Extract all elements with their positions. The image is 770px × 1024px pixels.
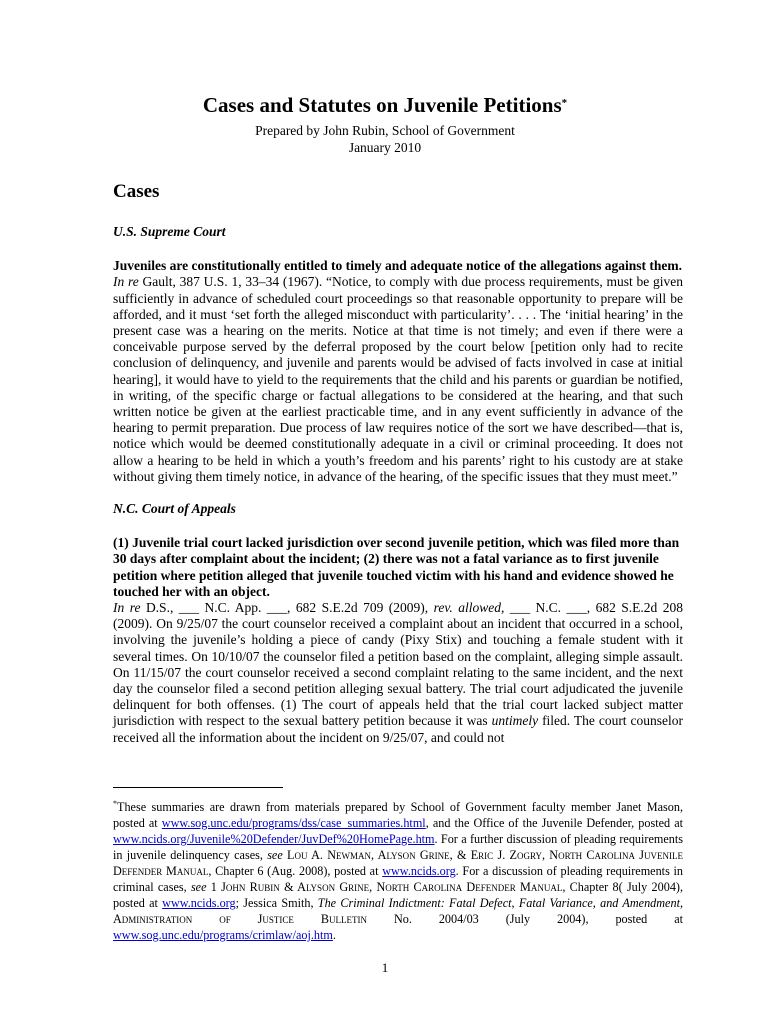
sog-case-summaries-link[interactable]: www.sog.unc.edu/programs/dss/case_summaries.html	[161, 816, 426, 831]
gault-summary-text: Gault, 387 U.S. 1, 33–34 (1967). “Notice, to comply with due process requirements, must be given sufficiently in advance of scheduled court proceedings so that reasonable opportunity to prepare will be afforded, and it must ‘set forth the alleged misconduct with particularity’. . . . The ‘initial hearing’ in the present case was a hearing on the merits. Notice at that time is not timely; and even if there were a conceivable purpose served by the deferral proposed by the court below [petition only had to recite conclusion of delinquency, and juvenile and parents would be advised of facts involved in case at initial hearing], it would have to yield to the requirements that the child and his parents or guardian be notified, in writing, of the specific charge or factual allegations to be considered at the hearing, and that such written notice be given at the earliest practicable time, and in any event sufficiently in advance of the hearing to permit preparation. Due process of law requires notice of the sort we have described—that is, notice which would be deemed constitutionally adequate in a civil or criminal proceeding. It does not allow a hearing to be held in which a youth’s freedom and his parents’ right to his custody are at stake without giving them timely notice, in advance of the hearing, of the specific issues that they must meet.”	[113, 274, 684, 484]
footnote-text: No. 2004/03 (July 2004), posted at	[393, 912, 683, 927]
footnote-text: These summaries are drawn from materials prepared by School of Government faculty member Janet Mason, posted at	[113, 800, 683, 831]
rev-allowed: rev. allowed,	[433, 600, 505, 616]
footnote	[113, 796, 683, 943]
ds-summary-text: ___ N.C. ___, 682 S.E.2d 208 (2009). On 9/25/07 the court counselor received a complaint about an incident that occurred in a school, involving the juvenile’s holding a piece of candy (Pixy Stix) and touching a female student with it several times. On 10/10/07 the counselor filed a petition based on the complaint, alleging simple assault. On 11/15/07 the court counselor received a second complaint relating to the same incident, and the next day the counselor filed a second petition alleging sexual battery. The trial court adjudicated the juvenile delinquent for both offenses. (1) The court of appeals held that the trial court lacked subject matter jurisdiction with respect to the sexual battery petition because it was	[113, 600, 684, 729]
supreme-court-heading: U.S. Supreme Court	[113, 224, 226, 239]
footnote-text: , Chapter 8( July 2004), posted at	[113, 880, 684, 911]
ncids-link-2[interactable]: www.ncids.org	[162, 896, 236, 911]
page-number: 1	[381, 960, 389, 975]
criminal-indictment-title: The Criminal Indictment: Fatal Defect, Fatal Variance, and Amendment,	[317, 896, 683, 911]
prepared-by: Prepared by John Rubin, School of Government	[255, 123, 515, 138]
court-of-appeals-holding: (1) Juvenile trial court lacked jurisdiction over second juvenile petition, which was filed more than 30 days after complaint about the incident; (2) there was not a fatal variance as to first juvenile petition where petition alleged that juvenile touched victim with his hand and evidence showed he touched her with an object.	[113, 535, 680, 599]
document-title	[0, 92, 770, 118]
footnote-text: , Chapter 6 (Aug. 2008), posted at	[208, 864, 379, 879]
document-date: January 2010	[348, 140, 422, 155]
footnote-text: . For a discussion of pleading requirements in criminal cases,	[113, 864, 683, 895]
cite-in-re: In re	[113, 274, 139, 290]
see-signal: see	[190, 880, 207, 895]
footnote-mark: *	[113, 799, 117, 808]
main-content	[113, 180, 683, 746]
footnote-text: . For a further discussion of pleading requirements in juvenile delinquency cases,	[113, 832, 683, 863]
supreme-court-summary	[113, 274, 683, 485]
cite-in-re-ds: In re	[113, 600, 141, 616]
ds-summary-end: filed. The court counselor received all the information about the incident on 9/25/07, and could not	[113, 713, 683, 745]
footnote-text: ; Jessica Smith,	[235, 896, 314, 911]
supreme-court-holding: Juveniles are constitutionally entitled to timely and adequate notice of the allegations against them.	[113, 258, 682, 274]
juvenile-manual-citation: Lou A. Newman, Alyson Grine, & Eric J. Zogry, North Carolina Juvenile Defender Manual	[113, 848, 683, 879]
footnote-text: , and the Office of the Juvenile Defender, posted at	[425, 816, 683, 831]
cases-heading: Cases	[113, 181, 160, 202]
title-footnote-mark: *	[561, 97, 568, 109]
footnote-text: .	[332, 928, 336, 943]
ncids-link[interactable]: www.ncids.org	[382, 864, 456, 879]
footnote-divider	[113, 787, 283, 788]
untimely-word: untimely	[491, 713, 539, 729]
title-text: Cases and Statutes on Juvenile Petitions	[202, 93, 562, 117]
sog-crimlaw-link[interactable]: www.sog.unc.edu/programs/crimlaw/aoj.htm	[113, 928, 333, 943]
ds-citation: D.S., ___ N.C. App. ___, 682 S.E.2d 709 (2009),	[145, 600, 429, 616]
court-of-appeals-heading: N.C. Court of Appeals	[113, 501, 236, 517]
bulletin-name: Administration of Justice Bulletin	[113, 912, 367, 927]
court-of-appeals-summary	[113, 600, 683, 746]
defender-manual-citation: 1 John Rubin & Alyson Grine, North Carolina Defender Manual	[210, 880, 563, 895]
ncids-juvenile-defender-link[interactable]: www.ncids.org/Juvenile%20Defender/JuvDef%20HomePage.htm	[113, 832, 435, 847]
see-signal: see	[267, 848, 283, 863]
